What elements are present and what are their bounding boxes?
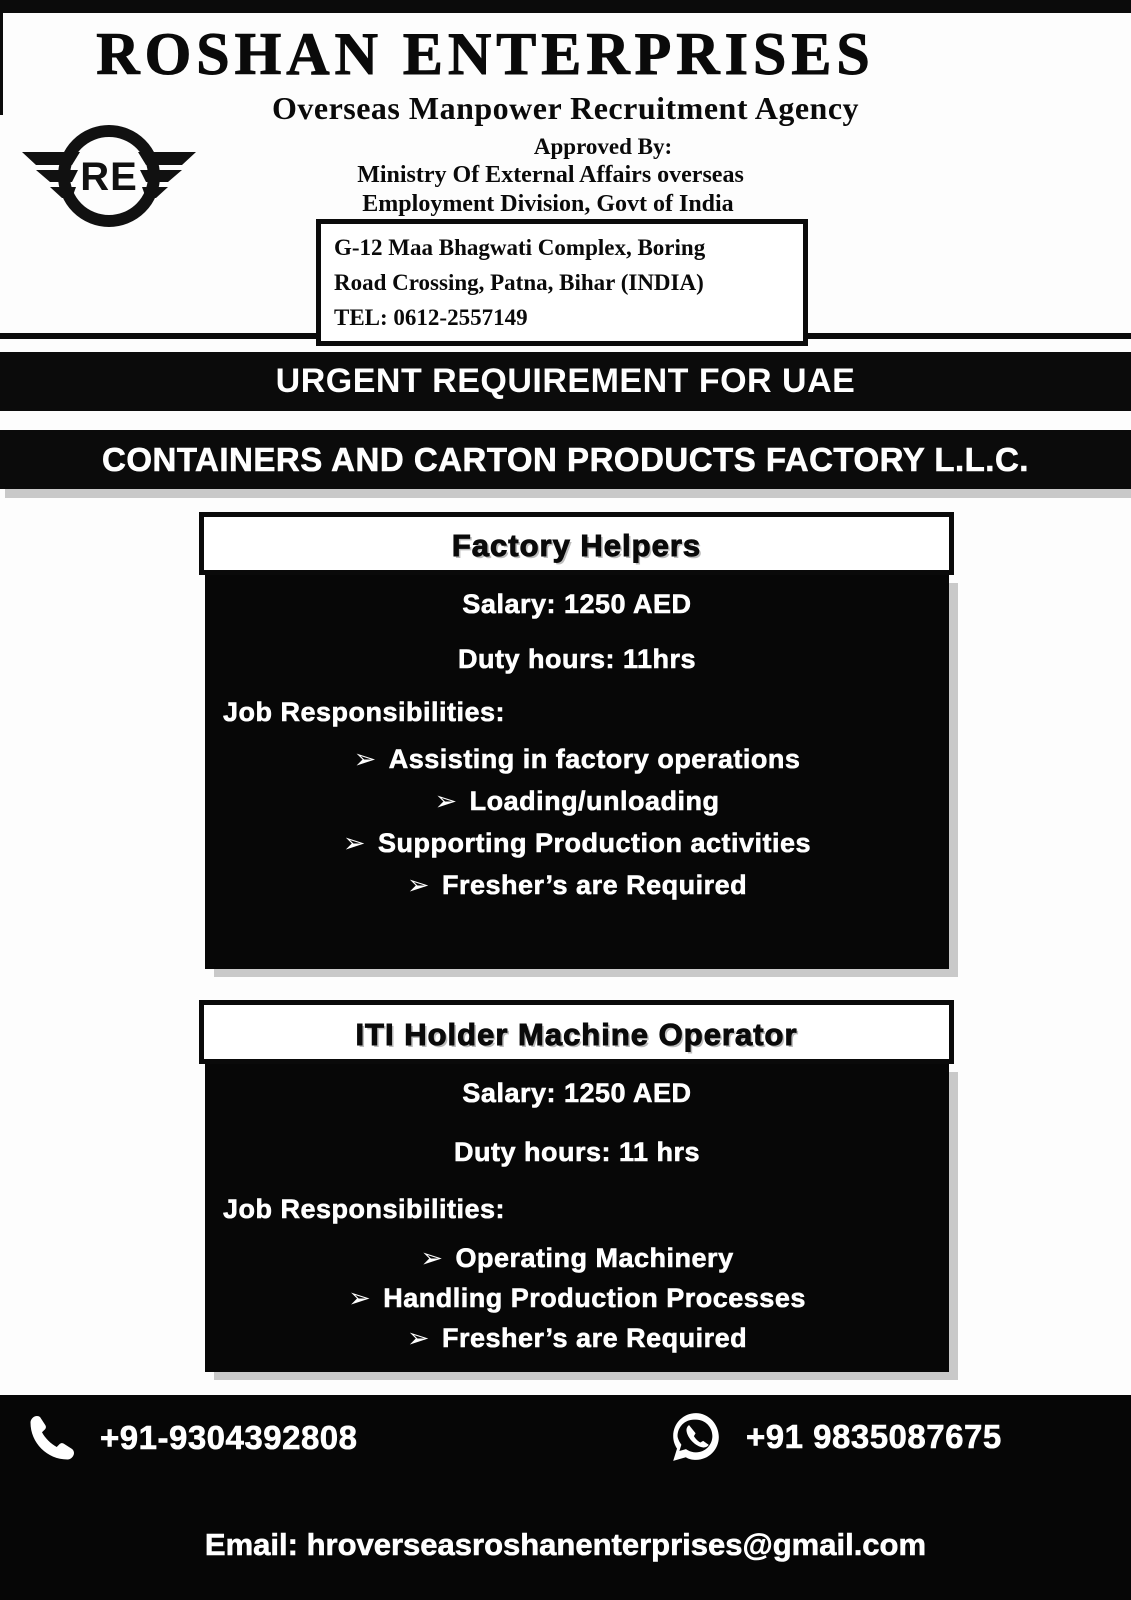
list-item (205, 744, 949, 775)
list-item-text: Handling Production Processes (383, 1283, 806, 1313)
arrow-bullet-icon: ➢ (342, 828, 367, 858)
job-card-2-title: ITI Holder Machine Operator (199, 1000, 954, 1064)
list-item-text: Fresher’s are Required (441, 870, 748, 900)
list-item (205, 870, 949, 901)
arrow-bullet-icon: ➢ (420, 1243, 444, 1273)
email-address: Email: hroverseasroshanenterprises@gmail.com (204, 1527, 927, 1562)
job-card-1-title: Factory Helpers (199, 512, 954, 575)
job-1-salary: Salary: 1250 AED (462, 589, 692, 619)
list-item-text: Loading/unloading (469, 786, 720, 816)
list-item-text: Supporting Production activities (378, 828, 812, 858)
whatsapp-contact (668, 1409, 1002, 1465)
list-item (205, 828, 949, 859)
arrow-bullet-icon: ➢ (434, 786, 458, 816)
job-1-responsibilities-label: Job Responsibilities: (223, 697, 506, 727)
job-card-1-body (205, 575, 949, 969)
job-2-responsibilities-list (205, 1243, 949, 1354)
list-item (205, 1243, 949, 1274)
whatsapp-icon (668, 1409, 724, 1465)
logo-letters: RE (80, 155, 138, 199)
agency-subtitle: Overseas Manpower Recruitment Agency (271, 90, 860, 126)
job-2-responsibilities-label: Job Responsibilities: (223, 1194, 506, 1224)
list-item-text: Assisting in factory operations (388, 744, 801, 774)
arrow-bullet-icon: ➢ (406, 1323, 430, 1353)
agency-title: ROSHAN ENTERPRISES (96, 21, 875, 87)
list-item-text: Operating Machinery (455, 1243, 734, 1273)
job-1-responsibilities-list (205, 744, 949, 901)
phone-contact (26, 1412, 358, 1464)
address-box (316, 219, 808, 346)
phone-icon (26, 1412, 78, 1464)
arrow-bullet-icon: ➢ (348, 1283, 372, 1313)
contact-footer (0, 1395, 1131, 1600)
phone-number: +91-9304392808 (100, 1419, 358, 1456)
whatsapp-number: +91 9835087675 (746, 1418, 1002, 1455)
address-line-1: G-12 Maa Bhagwati Complex, Boring (334, 235, 706, 260)
re-winged-logo (20, 112, 198, 240)
approved-by-label: Approved By: (533, 134, 673, 159)
job-2-duty-hours: Duty hours: 11 hrs (453, 1137, 701, 1167)
urgent-requirement-banner: URGENT REQUIREMENT FOR UAE (0, 352, 1131, 411)
arrow-bullet-icon: ➢ (406, 870, 430, 900)
top-border-bar (0, 0, 1131, 13)
address-line-3: TEL: 0612-2557149 (334, 305, 528, 330)
re-winged-logo-icon (20, 112, 198, 240)
list-item-text: Fresher’s are Required (441, 1323, 748, 1353)
job-2-salary: Salary: 1250 AED (462, 1078, 692, 1108)
approved-employment-line: Employment Division, Govt of India (362, 191, 734, 217)
job-1-duty-hours: Duty hours: 11hrs (457, 644, 697, 674)
list-item (205, 786, 949, 817)
address-line-2: Road Crossing, Patna, Bihar (INDIA) (334, 270, 704, 295)
list-item (205, 1323, 949, 1354)
company-name-banner: CONTAINERS AND CARTON PRODUCTS FACTORY L.L.C. (0, 430, 1131, 489)
list-item (205, 1283, 949, 1314)
approved-ministry-line: Ministry Of External Affairs overseas (357, 162, 744, 188)
arrow-bullet-icon: ➢ (353, 744, 377, 774)
job-card-2-body (205, 1064, 949, 1372)
